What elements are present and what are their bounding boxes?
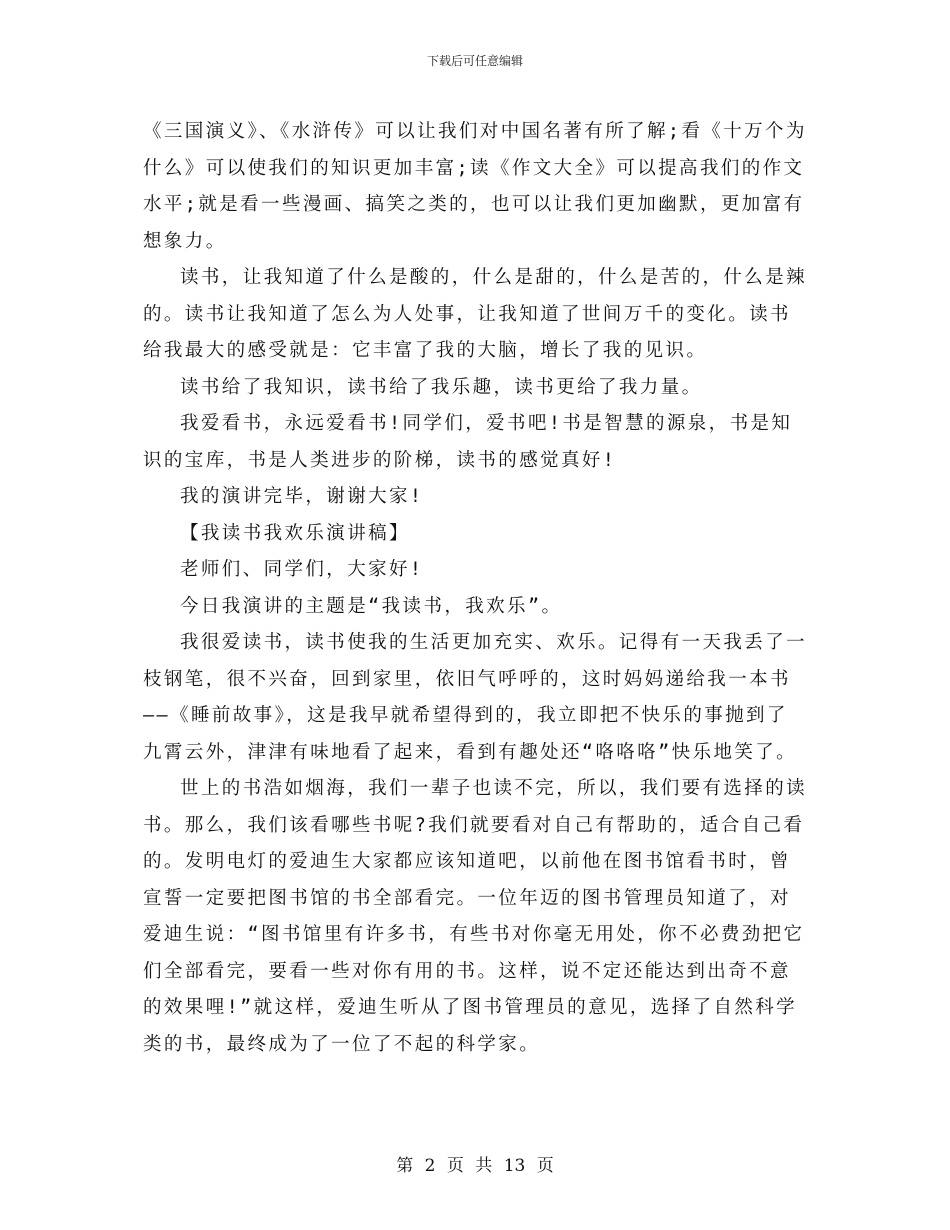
paragraph: 读书，让我知道了什么是酸的，什么是甜的，什么是苦的，什么是辣的。读书让我知道了怎么为人处事，让我知道了世间万千的变化。读书给我最大的感受就是：它丰富了我的大脑，增长了我的见识。 [143,267,808,361]
paragraph: 我的演讲完毕，谢谢大家! [180,486,424,507]
page-header: 下载后可任意编辑 [426,54,523,68]
paragraph: 我很爱读书，读书使我的生活更加充实、欢乐。记得有一天我丢了一枝钢笔，很不兴奋，回到家里，依旧气呼呼的，这时妈妈递给我一本书——《睡前故事》，这是我早就希望得到的，我立即把不快乐的事抛到了九霄云外，津津有味地看了起来，看到有趣处还“咯咯咯”快乐地笑了。 [143,632,808,763]
paragraph: 读书给了我知识，读书给了我乐趣，读书更给了我力量。 [180,376,703,398]
paragraph: 世上的书浩如烟海，我们一辈子也读不完，所以，我们要有选择的读书。那么，我们该看哪些书呢?我们就要看对自己有帮助的，适合自己看的。发明电灯的爱迪生大家都应该知道吧，以前他在图书馆看书时，曾宣誓一定要把图书馆的书全部看完。一位年迈的图书管理员知道了，对爱迪生说：“图书馆里有许多书，有些书对你毫无用处，你不必费劲把它们全部看完，要看一些对你有用的书。这样，说不定还能达到出奇不意的效果哩!”就这样，爱迪生听从了图书管理员的意见，选择了自然科学类的书，最终成为了一位了不起的科学家。 [143,778,808,1055]
paragraph: 老师们、同学们，大家好! [180,559,424,580]
section-heading: 【我读书我欢乐演讲稿】 [180,522,410,544]
paragraph: 《三国演义》、《水浒传》可以让我们对中国名著有所了解;看《十万个为什么》可以使我们的知识更加丰富;读《作文大全》可以提高我们的作文水平;就是看一些漫画、搞笑之类的，也可以让我们更加幽默，更加富有想象力。 [143,121,807,252]
page-number: 第 2 页 共 13 页 [396,1156,554,1176]
document-body [143,114,807,1063]
paragraph: 今日我演讲的主题是“我读书，我欢乐”。 [180,595,563,617]
paragraph: 我爱看书，永远爱看书!同学们，爱书吧!书是智慧的源泉，书是知识的宝库，书是人类进步的阶梯，读书的感觉真好! [143,413,793,471]
